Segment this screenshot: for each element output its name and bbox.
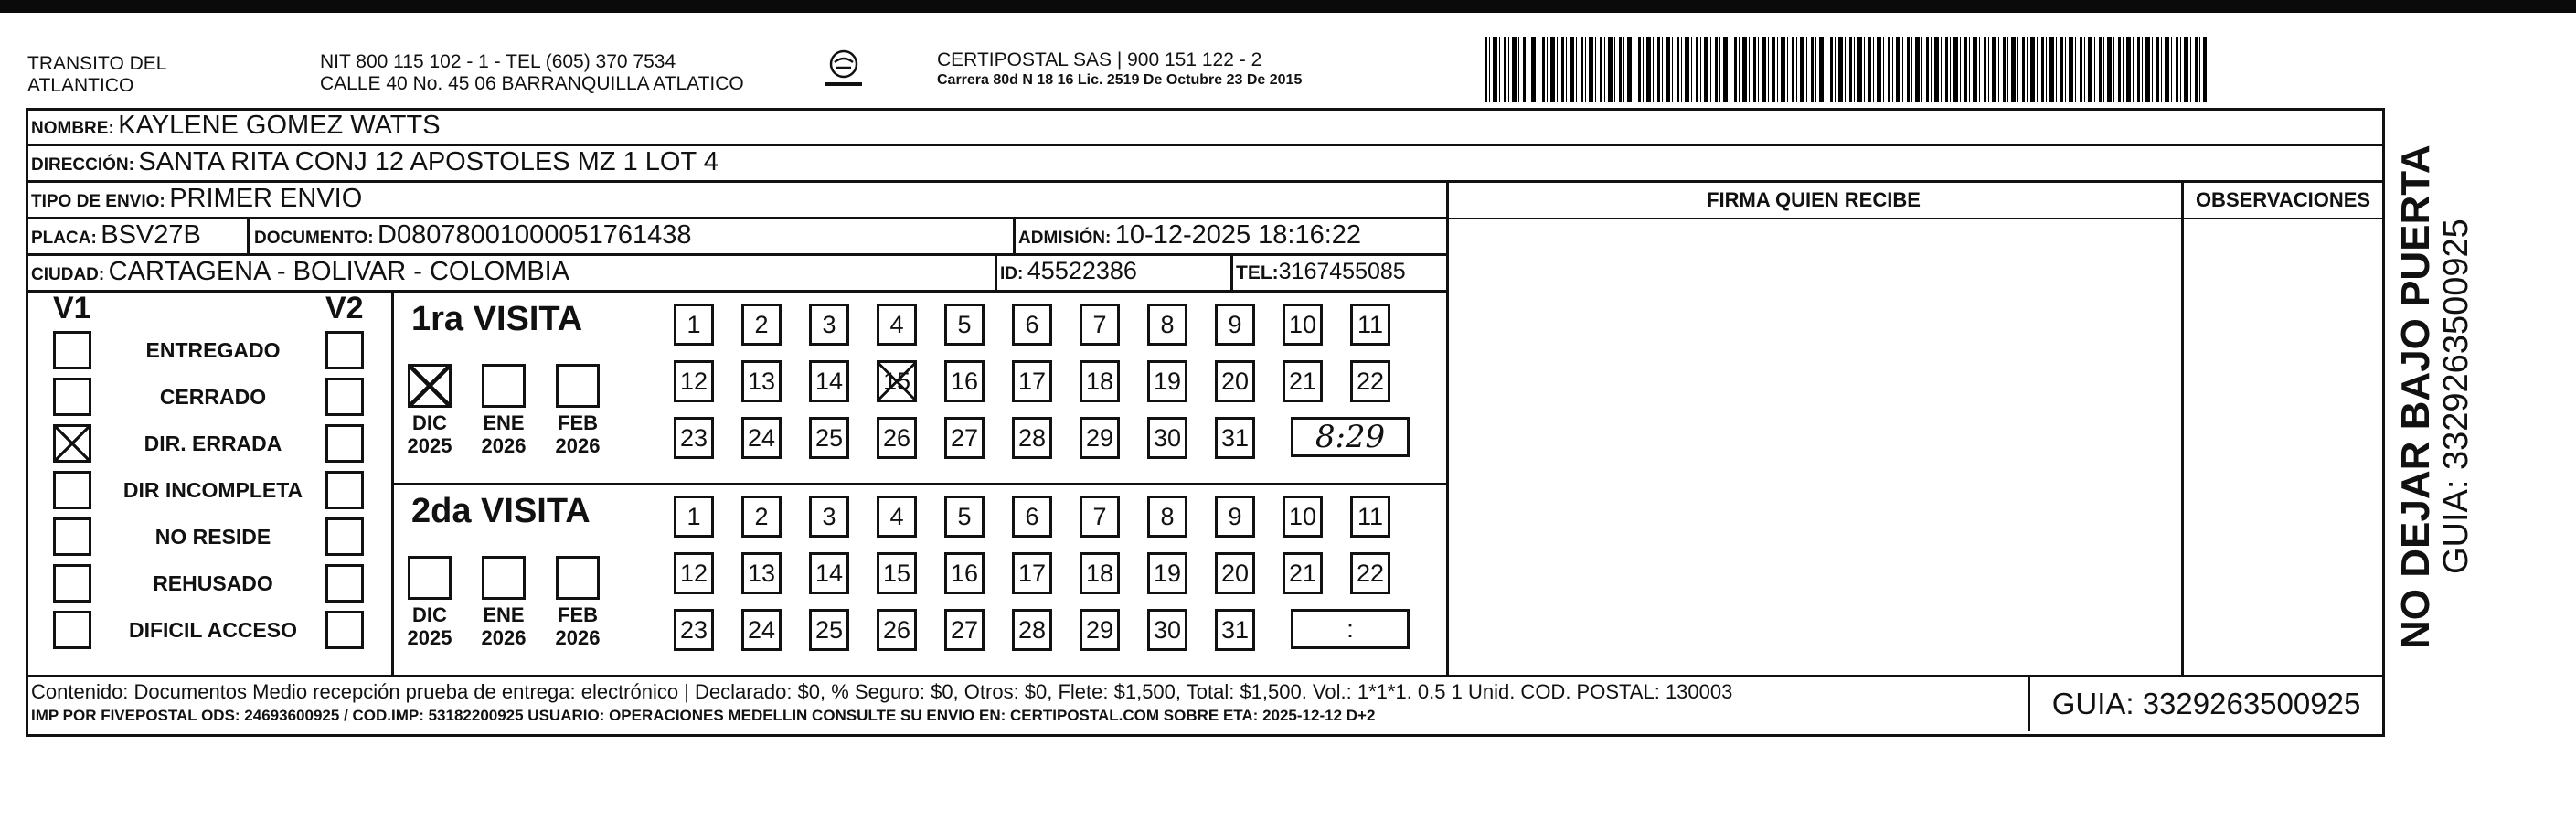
month-name: ENE	[483, 411, 525, 434]
day-checkbox[interactable]: 9	[1215, 496, 1255, 538]
frame-right	[2382, 108, 2385, 737]
status-option-label: ENTREGADO	[145, 338, 281, 362]
month-label	[549, 603, 606, 649]
tel-cell	[1236, 259, 1406, 285]
day-checkbox[interactable]: 25	[809, 417, 849, 459]
month-checkbox[interactable]	[556, 556, 600, 600]
placa-label: PLACA:	[31, 229, 97, 248]
month-label	[401, 603, 458, 649]
firma-left-border	[1446, 180, 1449, 677]
day-checkbox[interactable]: 1	[674, 496, 714, 538]
day-checkbox[interactable]: 17	[1012, 552, 1052, 594]
row-sep-2	[26, 180, 2384, 183]
day-checkbox[interactable]: 24	[741, 417, 782, 459]
day-checkbox[interactable]: 14	[809, 552, 849, 594]
day-checkbox[interactable]: 3	[809, 304, 849, 346]
day-checkbox[interactable]: 15	[877, 360, 917, 402]
footer-contenido: Contenido: Documentos Medio recepción prueba de entrega: electrónico | Declarado: $0, % Seguro: $0, Otros: $0, Flete: $1,500, Total: $1,500. Vol.: 1*1*1. 0.5 1 Unid. COD. POSTAL: 130003	[31, 680, 1733, 703]
v2-checkbox[interactable]	[325, 424, 364, 463]
day-checkbox[interactable]: 27	[944, 609, 985, 651]
day-checkbox[interactable]: 5	[944, 304, 985, 346]
v2-checkbox[interactable]	[325, 564, 364, 603]
month-label	[475, 603, 532, 649]
day-checkbox[interactable]: 10	[1283, 496, 1323, 538]
month-year: 2025	[407, 434, 452, 457]
month-name: FEB	[558, 603, 598, 626]
footer-imp: IMP POR FIVEPOSTAL ODS: 24693600925 / COD.IMP: 53182200925 USUARIO: OPERACIONES MEDELLIN CONSULTE SU ENVIO EN: CERTIPOSTAL.COM SOBRE ETA: 2025-12-12 D+2	[31, 707, 1376, 724]
direccion-row	[31, 147, 719, 177]
issuer-line-1: TRANSITO DEL	[27, 53, 167, 74]
admision-value: 10-12-2025 18:16:22	[1114, 220, 1362, 250]
v1-checkbox[interactable]	[53, 611, 91, 649]
id-label: ID:	[1000, 264, 1024, 283]
month-year: 2026	[481, 626, 527, 649]
day-checkbox[interactable]: 1	[674, 304, 714, 346]
id-cell	[1000, 257, 1137, 285]
month-name: FEB	[558, 411, 598, 434]
day-checkbox[interactable]: 5	[944, 496, 985, 538]
month-label	[475, 411, 532, 457]
admision-sep	[1013, 217, 1016, 255]
right-header-sep	[1446, 218, 2384, 219]
v2-checkbox[interactable]	[325, 471, 364, 509]
day-checkbox[interactable]: 22	[1350, 552, 1390, 594]
v1-checkbox[interactable]	[53, 424, 91, 463]
top-scan-band	[0, 0, 2576, 13]
tipo-value: PRIMER ENVIO	[169, 184, 363, 213]
frame-bottom	[26, 734, 2384, 737]
day-checkbox[interactable]: 9	[1215, 304, 1255, 346]
day-checkbox[interactable]: 16	[944, 360, 985, 402]
row-sep-3	[26, 217, 1448, 219]
nombre-value: KAYLENE GOMEZ WATTS	[118, 111, 441, 140]
issuer-line-2: ATLANTICO	[27, 75, 134, 96]
ciudad-value: CARTAGENA - BOLIVAR - COLOMBIA	[108, 257, 570, 286]
month-checkbox[interactable]	[482, 364, 526, 408]
placa-sep	[247, 217, 250, 255]
visit-title: 2da VISITA	[411, 492, 591, 530]
placa-cell	[31, 220, 201, 251]
tipo-label: TIPO DE ENVIO:	[31, 192, 165, 211]
day-checkbox[interactable]: 16	[944, 552, 985, 594]
day-checkbox[interactable]: 8	[1147, 496, 1187, 538]
footer-guia: GUIA: 3329263500925	[2051, 687, 2361, 720]
admision-label: ADMISIÓN:	[1018, 229, 1112, 248]
row-sep-4	[26, 253, 1448, 256]
admision-cell	[1018, 220, 1361, 251]
month-checkbox[interactable]	[482, 556, 526, 600]
row-sep-1	[26, 144, 2384, 146]
carrier-info	[937, 49, 1302, 90]
issuer-contact	[320, 51, 744, 95]
tel-sep	[1230, 253, 1233, 292]
no-dejar-bajo-puerta: NO DEJAR BAJO PUERTA	[2393, 144, 2438, 649]
day-checkbox[interactable]: 29	[1080, 417, 1120, 459]
carrier-line-2: Carrera 80d N 18 16 Lic. 2519 De Octubre 23 De 2015	[937, 72, 1303, 88]
month-year: 2026	[555, 626, 601, 649]
visit-time-field[interactable]: :	[1291, 609, 1410, 649]
side-guia: GUIA: 3329263500925	[2437, 219, 2475, 574]
month-year: 2026	[555, 434, 601, 457]
day-checkbox[interactable]: 28	[1012, 609, 1052, 651]
day-checkbox[interactable]: 20	[1215, 552, 1255, 594]
day-checkbox[interactable]: 31	[1215, 609, 1255, 651]
day-checkbox[interactable]: 15	[877, 552, 917, 594]
day-checkbox[interactable]: 7	[1080, 496, 1120, 538]
day-checkbox[interactable]: 23	[674, 609, 714, 651]
v1-checkbox[interactable]	[53, 471, 91, 509]
nombre-row	[31, 111, 441, 141]
month-label	[549, 411, 606, 457]
carrier-line-1: CERTIPOSTAL SAS | 900 151 122 - 2	[937, 49, 1262, 70]
id-sep	[995, 253, 997, 292]
day-checkbox[interactable]: 18	[1080, 552, 1120, 594]
day-checkbox[interactable]: 17	[1012, 360, 1052, 402]
day-checkbox[interactable]: 7	[1080, 304, 1120, 346]
month-checkbox[interactable]	[556, 364, 600, 408]
day-checkbox[interactable]: 24	[741, 609, 782, 651]
certipostal-logo-icon	[818, 46, 869, 97]
day-checkbox[interactable]: 30	[1147, 609, 1187, 651]
day-checkbox[interactable]: 28	[1012, 417, 1052, 459]
status-option-label: DIR. ERRADA	[144, 432, 282, 455]
status-option-label: NO RESIDE	[154, 525, 271, 549]
day-checkbox[interactable]: 4	[877, 496, 917, 538]
day-checkbox[interactable]: 3	[809, 496, 849, 538]
day-checkbox[interactable]: 4	[877, 304, 917, 346]
visit-title: 1ra VISITA	[411, 300, 583, 338]
row-sep-5	[26, 290, 1448, 293]
address-line: CALLE 40 No. 45 06 BARRANQUILLA ATLATICO	[320, 73, 744, 94]
status-option-label: DIR INCOMPLETA	[122, 478, 303, 502]
barcode	[1485, 37, 2207, 102]
tel-value: 3167455085	[1278, 259, 1406, 284]
direccion-label: DIRECCIÓN:	[31, 155, 134, 175]
month-label	[401, 411, 458, 457]
day-checkbox[interactable]: 19	[1147, 552, 1187, 594]
day-checkbox[interactable]: 12	[674, 552, 714, 594]
day-checkbox[interactable]: 25	[809, 609, 849, 651]
month-checkbox[interactable]	[408, 556, 452, 600]
nombre-label: NOMBRE:	[31, 119, 114, 138]
day-checkbox[interactable]: 13	[741, 360, 782, 402]
documento-cell	[254, 220, 692, 251]
day-checkbox[interactable]: 23	[674, 417, 714, 459]
day-checkbox[interactable]: 26	[877, 417, 917, 459]
day-checkbox[interactable]: 27	[944, 417, 985, 459]
day-checkbox[interactable]: 20	[1215, 360, 1255, 402]
day-checkbox[interactable]: 2	[741, 304, 782, 346]
day-checkbox[interactable]: 14	[809, 360, 849, 402]
day-checkbox[interactable]: 31	[1215, 417, 1255, 459]
ciudad-label: CIUDAD:	[31, 265, 105, 284]
day-checkbox[interactable]: 13	[741, 552, 782, 594]
month-name: DIC	[412, 411, 447, 434]
day-checkbox[interactable]: 30	[1147, 417, 1187, 459]
v2-checkbox[interactable]	[325, 378, 364, 416]
v1-header: V1	[53, 291, 91, 325]
month-checkbox[interactable]	[408, 364, 452, 408]
documento-value: D08078001000051761438	[378, 220, 692, 250]
month-name: DIC	[412, 603, 447, 626]
id-value: 45522386	[1027, 257, 1137, 284]
visit-time-field[interactable]: 8:29	[1291, 417, 1410, 457]
day-checkbox[interactable]: 26	[877, 609, 917, 651]
direccion-value: SANTA RITA CONJ 12 APOSTOLES MZ 1 LOT 4	[138, 147, 719, 176]
day-checkbox[interactable]: 22	[1350, 360, 1390, 402]
month-name: ENE	[483, 603, 525, 626]
observaciones-header: OBSERVACIONES	[2195, 188, 2371, 211]
month-year: 2026	[481, 434, 527, 457]
v2-checkbox[interactable]	[325, 611, 364, 649]
firma-header: FIRMA QUIEN RECIBE	[1707, 188, 1921, 211]
day-checkbox[interactable]: 21	[1283, 360, 1323, 402]
status-option-label: DIFICIL ACCESO	[128, 618, 297, 642]
status-option-label: CERRADO	[159, 385, 267, 409]
status-option-label: REHUSADO	[153, 571, 273, 595]
day-checkbox[interactable]: 29	[1080, 609, 1120, 651]
day-checkbox[interactable]: 12	[674, 360, 714, 402]
documento-label: DOCUMENTO:	[254, 229, 374, 248]
tipo-row	[31, 184, 362, 214]
day-checkbox[interactable]: 18	[1080, 360, 1120, 402]
day-checkbox[interactable]: 11	[1350, 496, 1390, 538]
day-checkbox[interactable]: 6	[1012, 304, 1052, 346]
day-checkbox[interactable]: 21	[1283, 552, 1323, 594]
ciudad-cell	[31, 257, 569, 287]
v2-checkbox[interactable]	[325, 331, 364, 369]
visit-sep	[391, 483, 1448, 485]
month-year: 2025	[407, 626, 452, 649]
v2-checkbox[interactable]	[325, 517, 364, 556]
day-checkbox[interactable]: 6	[1012, 496, 1052, 538]
observaciones-left-border	[2181, 180, 2184, 677]
v1-checkbox[interactable]	[53, 517, 91, 556]
day-checkbox[interactable]: 2	[741, 496, 782, 538]
tel-label: TEL:	[1236, 262, 1279, 283]
v1-checkbox[interactable]	[53, 378, 91, 416]
v1-checkbox[interactable]	[53, 331, 91, 369]
day-checkbox[interactable]: 8	[1147, 304, 1187, 346]
footer-sep	[26, 675, 2384, 677]
frame-left	[26, 108, 28, 737]
v2-header: V2	[325, 291, 364, 325]
day-checkbox[interactable]: 19	[1147, 360, 1187, 402]
day-checkbox[interactable]: 10	[1283, 304, 1323, 346]
v1-checkbox[interactable]	[53, 564, 91, 603]
nit-line: NIT 800 115 102 - 1 - TEL (605) 370 7534	[320, 51, 676, 72]
day-checkbox[interactable]: 11	[1350, 304, 1390, 346]
placa-value: BSV27B	[101, 220, 201, 250]
issuer-name	[27, 53, 166, 97]
